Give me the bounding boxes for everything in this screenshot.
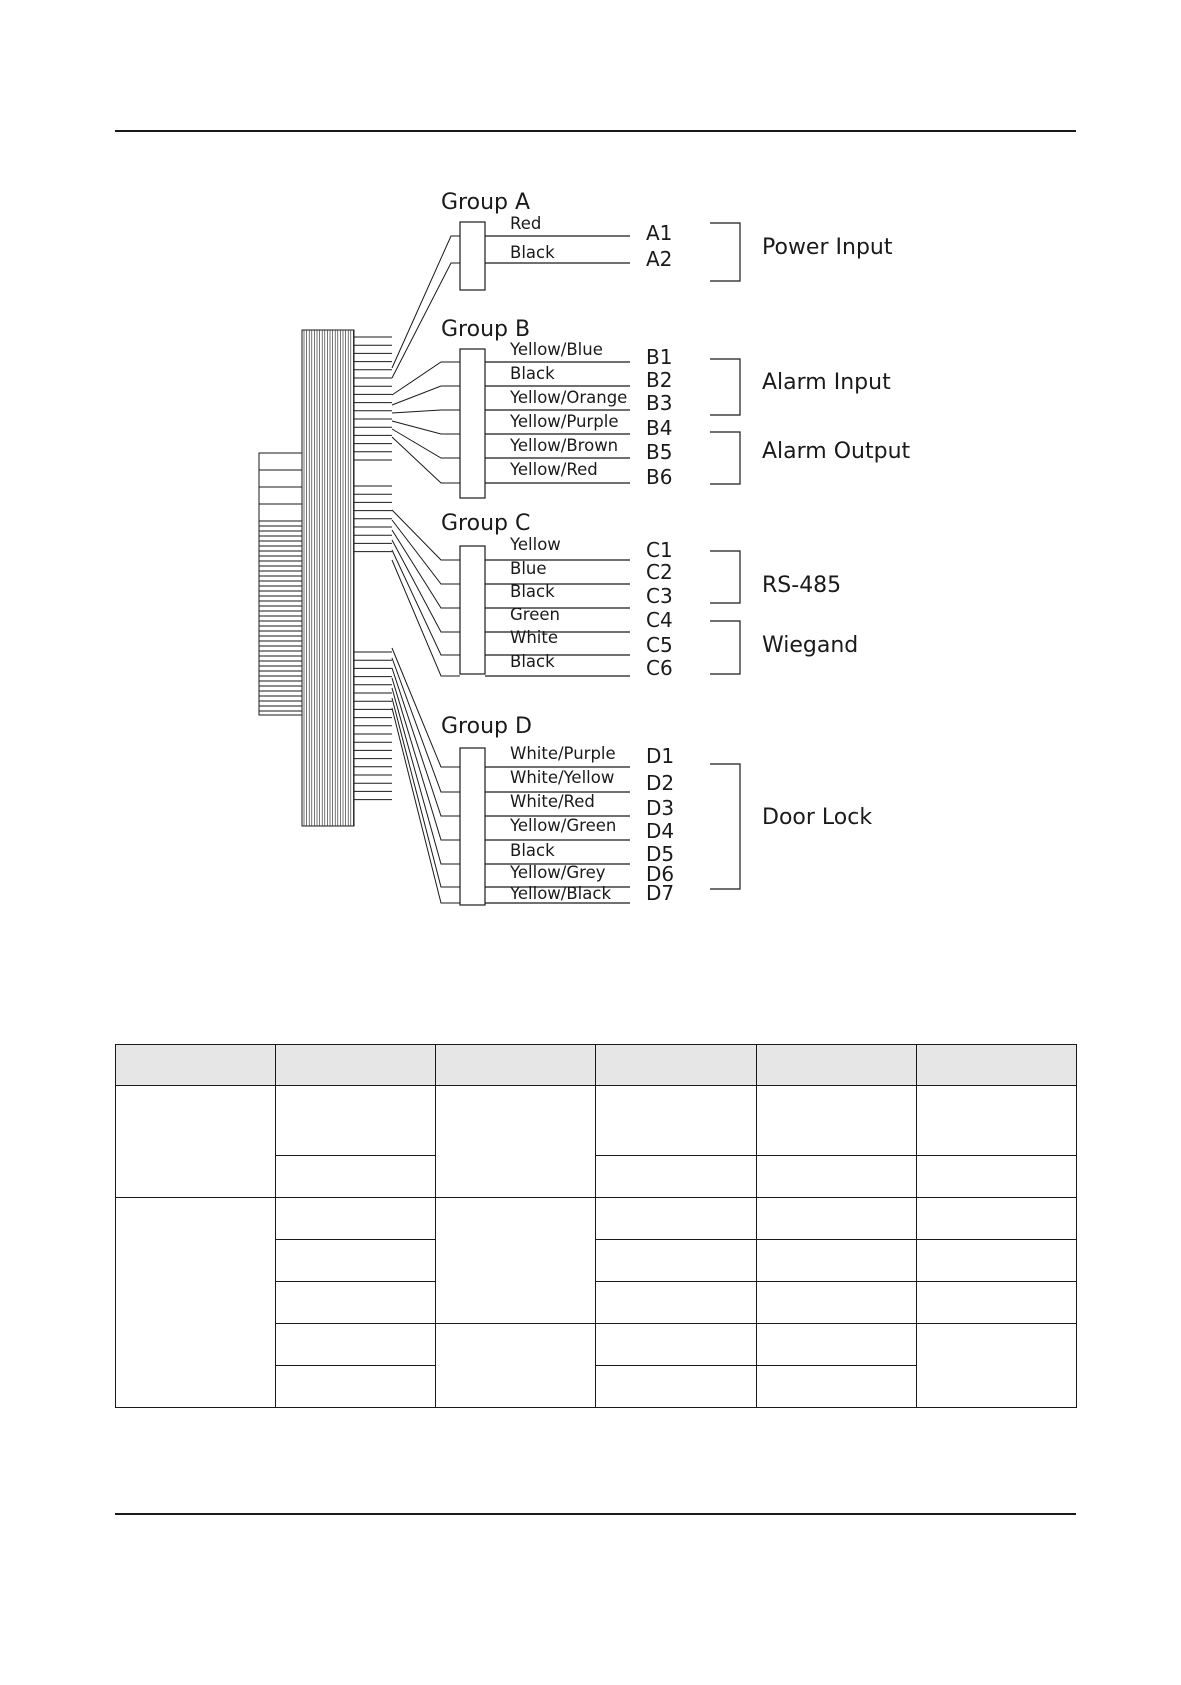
table-header-cell	[116, 1045, 276, 1086]
pin-label: C3	[646, 584, 673, 608]
wire-color-label: White	[510, 628, 558, 647]
table-cell	[916, 1156, 1076, 1198]
pin-label: B1	[646, 345, 673, 369]
terminal-block	[460, 349, 485, 498]
pin-label: A1	[646, 221, 673, 245]
table-cell	[276, 1156, 436, 1198]
pin-label: B3	[646, 391, 673, 415]
fan-wire	[392, 530, 460, 608]
table-cell	[436, 1086, 596, 1198]
function-label: RS-485	[762, 573, 842, 598]
table-header-row	[116, 1045, 1077, 1086]
function-bracket	[710, 551, 740, 603]
table-header-cell	[916, 1045, 1076, 1086]
function-bracket	[710, 764, 740, 889]
wire-color-label: Black	[510, 243, 555, 262]
wire-color-label: Yellow/Black	[510, 884, 611, 903]
pin-label: D6	[646, 862, 675, 886]
fan-wire	[392, 437, 460, 483]
group-title: Group D	[441, 714, 532, 739]
table-row	[116, 1086, 1077, 1156]
group-title: Group B	[441, 317, 531, 342]
pin-label: C6	[646, 656, 673, 680]
table-row	[116, 1198, 1077, 1240]
fan-wire	[392, 362, 460, 395]
table-cell	[116, 1198, 276, 1408]
wire-color-label: Yellow/Red	[510, 460, 598, 479]
pin-label: D5	[646, 842, 675, 866]
table-header-cell	[596, 1045, 756, 1086]
wire-color-label: Black	[510, 364, 555, 383]
fan-wire	[392, 421, 460, 434]
table-cell	[436, 1324, 596, 1408]
function-bracket	[710, 432, 740, 484]
table-cell	[276, 1366, 436, 1408]
fan-wire	[392, 668, 460, 816]
pin-label: C5	[646, 633, 673, 657]
footer-rule	[115, 1513, 1076, 1515]
table-cell	[756, 1324, 916, 1366]
table-header-cell	[436, 1045, 596, 1086]
connector-ribbon	[302, 330, 354, 826]
wire-color-label: White/Yellow	[510, 768, 615, 787]
table-cell	[596, 1156, 756, 1198]
fan-wire	[392, 560, 460, 676]
function-bracket	[710, 359, 740, 415]
fan-wire	[392, 236, 460, 368]
wire-color-label: Green	[510, 605, 560, 624]
function-brackets	[710, 223, 911, 889]
table-cell	[756, 1086, 916, 1156]
device-connector	[259, 330, 392, 826]
function-label: Alarm Input	[762, 370, 891, 395]
wire-color-label: Black	[510, 582, 555, 601]
pin-label: D3	[646, 796, 675, 820]
fan-wire	[392, 429, 460, 458]
pin-label: A2	[646, 247, 673, 271]
wiring-table	[115, 1044, 1077, 1408]
table-cell	[756, 1156, 916, 1198]
table-cell	[756, 1366, 916, 1408]
pin-label: B5	[646, 440, 673, 464]
wire-color-label: Black	[510, 652, 555, 671]
table-cell	[596, 1366, 756, 1408]
table-cell	[916, 1324, 1076, 1408]
wire-color-label: Yellow/Green	[510, 816, 617, 835]
table-cell	[916, 1198, 1076, 1240]
table-header-cell	[756, 1045, 916, 1086]
table-cell	[756, 1282, 916, 1324]
table-cell	[756, 1240, 916, 1282]
pin-label: D2	[646, 771, 675, 795]
pin-label: D4	[646, 819, 675, 843]
terminal-block	[460, 748, 485, 905]
fan-wire	[392, 410, 460, 413]
terminal-block	[460, 546, 485, 674]
wire-color-label: Yellow/Purple	[510, 412, 619, 431]
table-cell	[276, 1324, 436, 1366]
table-cell	[596, 1282, 756, 1324]
wire-color-label: Yellow	[510, 535, 561, 554]
group-title: Group A	[441, 190, 531, 215]
pin-label: B4	[646, 416, 673, 440]
pin-label: B6	[646, 465, 673, 489]
table-cell	[276, 1282, 436, 1324]
table-cell	[596, 1198, 756, 1240]
terminal-blocks	[441, 190, 674, 905]
wire-color-label: Yellow/Brown	[510, 436, 619, 455]
pin-label: C4	[646, 608, 673, 632]
pin-label: D7	[646, 881, 675, 905]
table-cell	[436, 1198, 596, 1324]
function-label: Wiegand	[762, 633, 859, 658]
table-cell	[916, 1240, 1076, 1282]
terminal-block	[460, 222, 485, 290]
function-label: Door Lock	[762, 805, 873, 830]
table-cell	[596, 1240, 756, 1282]
wire-color-label: Yellow/Grey	[510, 863, 606, 882]
function-bracket	[710, 621, 740, 674]
table-cell	[916, 1086, 1076, 1156]
fan-wire	[392, 386, 460, 405]
function-label: Alarm Output	[762, 439, 911, 464]
group-title: Group C	[441, 511, 531, 536]
function-bracket	[710, 223, 740, 281]
table-cell	[276, 1240, 436, 1282]
wire-color-label: Blue	[510, 559, 547, 578]
table-header-cell	[276, 1045, 436, 1086]
table-cell	[596, 1324, 756, 1366]
pin-label: B2	[646, 368, 673, 392]
pin-label: C2	[646, 560, 673, 584]
table-cell	[276, 1086, 436, 1156]
fan-wire	[392, 540, 460, 632]
table-cell	[596, 1086, 756, 1156]
wire-color-label: White/Red	[510, 792, 595, 811]
table-cell	[916, 1282, 1076, 1324]
table-cell	[276, 1198, 436, 1240]
wire-color-label: White/Purple	[510, 744, 616, 763]
wire-color-label: Red	[510, 214, 542, 233]
pin-label: C1	[646, 538, 673, 562]
wire-color-label: Yellow/Orange	[510, 388, 628, 407]
pin-label: D1	[646, 744, 675, 768]
function-label: Power Input	[762, 235, 893, 260]
wire-color-label: Black	[510, 841, 555, 860]
wire-color-label: Yellow/Blue	[510, 340, 603, 359]
table-cell	[756, 1198, 916, 1240]
table-cell	[116, 1086, 276, 1198]
